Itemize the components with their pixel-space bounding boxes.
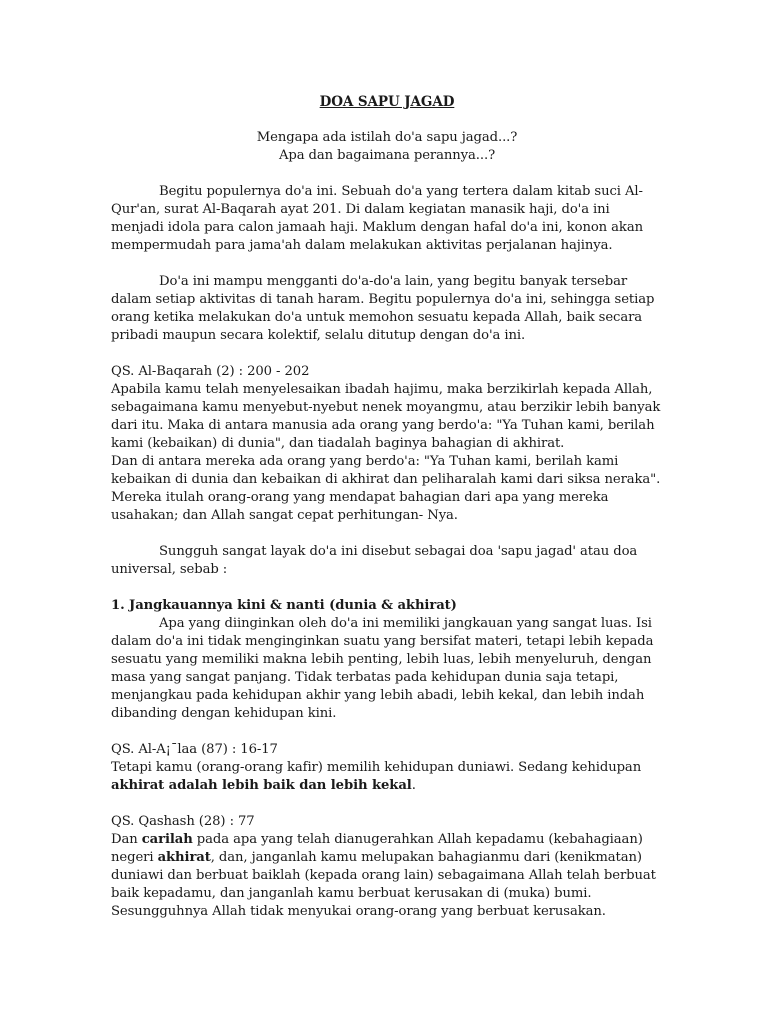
subtitle-line-1: Mengapa ada istilah do'a sapu jagad...? <box>256 130 518 145</box>
universal-paragraph: Sungguh sangat layak do'a ini disebut sebagai doa 'sapu jagad' atau doa universal, sebab : <box>111 544 638 577</box>
section-1-text: Apa yang diinginkan oleh do'a ini memiliki jangkauan yang sangat luas. Isi dalam do'a ini tidak menginginkan suatu yang bersifat materi, tetapi lebih kepada sesuatu yang memiliki makna lebih penting, lebih luas, lebih menyeluruh, dengan masa yang sangat panjang. Tidak terbatas pada kehidupan dunia saja tetapi, menjangkau pada kehidupan akhir yang lebih abadi, lebih kekal, dan lebih indah dibanding dengan kehidupan kini. <box>111 616 654 721</box>
intro-paragraph-1: Begitu populernya do'a ini. Sebuah do'a yang tertera dalam kitab suci Al-Qur'an, surat Al-Baqarah ayat 201. Di dalam kegiatan manasik haji, do'a ini menjadi idola para calon jamaah haji. Maklum dengan hafal do'a ini, konon akan mempermudah para jama'ah dalam melakukan aktivitas perjalanan hajinya. <box>111 184 643 253</box>
baqarah-reference: QS. Al-Baqarah (2) : 200 - 202 <box>111 364 310 379</box>
section-1-heading: 1. Jangkauannya kini & nanti (dunia & akhirat) <box>111 598 457 613</box>
ala-text-after: . <box>411 778 416 793</box>
spacer <box>111 345 663 363</box>
spacer <box>111 111 663 129</box>
subtitle-line-2: Apa dan bagaimana perannya...? <box>278 148 496 163</box>
qashash-text-3: , dan, janganlah kamu melupakan bahagianmu dari (kenikmatan) duniawi dan berbuat baiklah (kepada orang lain) sebagaimana Allah telah berbuat baik kepadamu, dan janganlah kamu berbuat kerusakan di (muka) bumi. Sesungguhnya Allah tidak menyukai orang-orang yang berbuat kerusakan. <box>111 850 656 919</box>
ala-text-before: Tetapi kamu (orang-orang kafir) memilih kehidupan duniawi. Sedang kehidupan <box>111 760 642 775</box>
spacer <box>111 525 663 543</box>
baqarah-text-2: Dan di antara mereka ada orang yang berdo'a: "Ya Tuhan kami, berilah kami kebaikan di dunia dan kebaikan di akhirat dan peliharalah kami dari siksa neraka". Mereka itulah orang-orang yang mendapat bahagian dari apa yang mereka usahakan; dan Allah sangat cepat perhitungan- Nya. <box>111 454 661 523</box>
ala-text <box>111 759 663 795</box>
ala-text-bold: akhirat adalah lebih baik dan lebih kekal <box>111 778 412 793</box>
baqarah-text-1: Apabila kamu telah menyelesaikan ibadah hajimu, maka berzikirlah kepada Allah, sebagaimana kamu menyebut-nyebut nenek moyangmu, atau berzikir lebih banyak dari itu. Maka di antara manusia ada orang yang berdo'a: "Ya Tuhan kami, berilah kami (kebaikan) di dunia", dan tiadalah baginya bahagian di akhirat. <box>111 382 661 451</box>
spacer <box>111 723 663 741</box>
qashash-bold-2: akhirat <box>157 850 211 865</box>
page-title: DOA SAPU JAGAD <box>319 94 455 110</box>
document-content <box>111 93 663 921</box>
intro-paragraph-2: Do'a ini mampu mengganti do'a-do'a lain, yang begitu banyak tersebar dalam setiap aktivitas di tanah haram. Begitu populernya do'a ini, sehingga setiap orang ketika melakukan do'a untuk memohon sesuatu kepada Allah, baik secara pribadi maupun secara kolektif, selalu ditutup dengan do'a ini. <box>111 274 655 343</box>
qashash-bold-1: carilah <box>141 832 193 847</box>
qashash-text <box>111 831 663 921</box>
spacer <box>111 579 663 597</box>
spacer <box>111 255 663 273</box>
qashash-reference: QS. Qashash (28) : 77 <box>111 814 255 829</box>
qashash-text-2: pada apa yang telah dianugerahkan Allah kepadamu (kebahagiaan) negeri <box>111 832 643 865</box>
spacer <box>111 165 663 183</box>
qashash-text-1: Dan <box>111 832 142 847</box>
spacer <box>111 795 663 813</box>
ala-reference: QS. Al-A¡¯laa (87) : 16-17 <box>111 742 278 757</box>
